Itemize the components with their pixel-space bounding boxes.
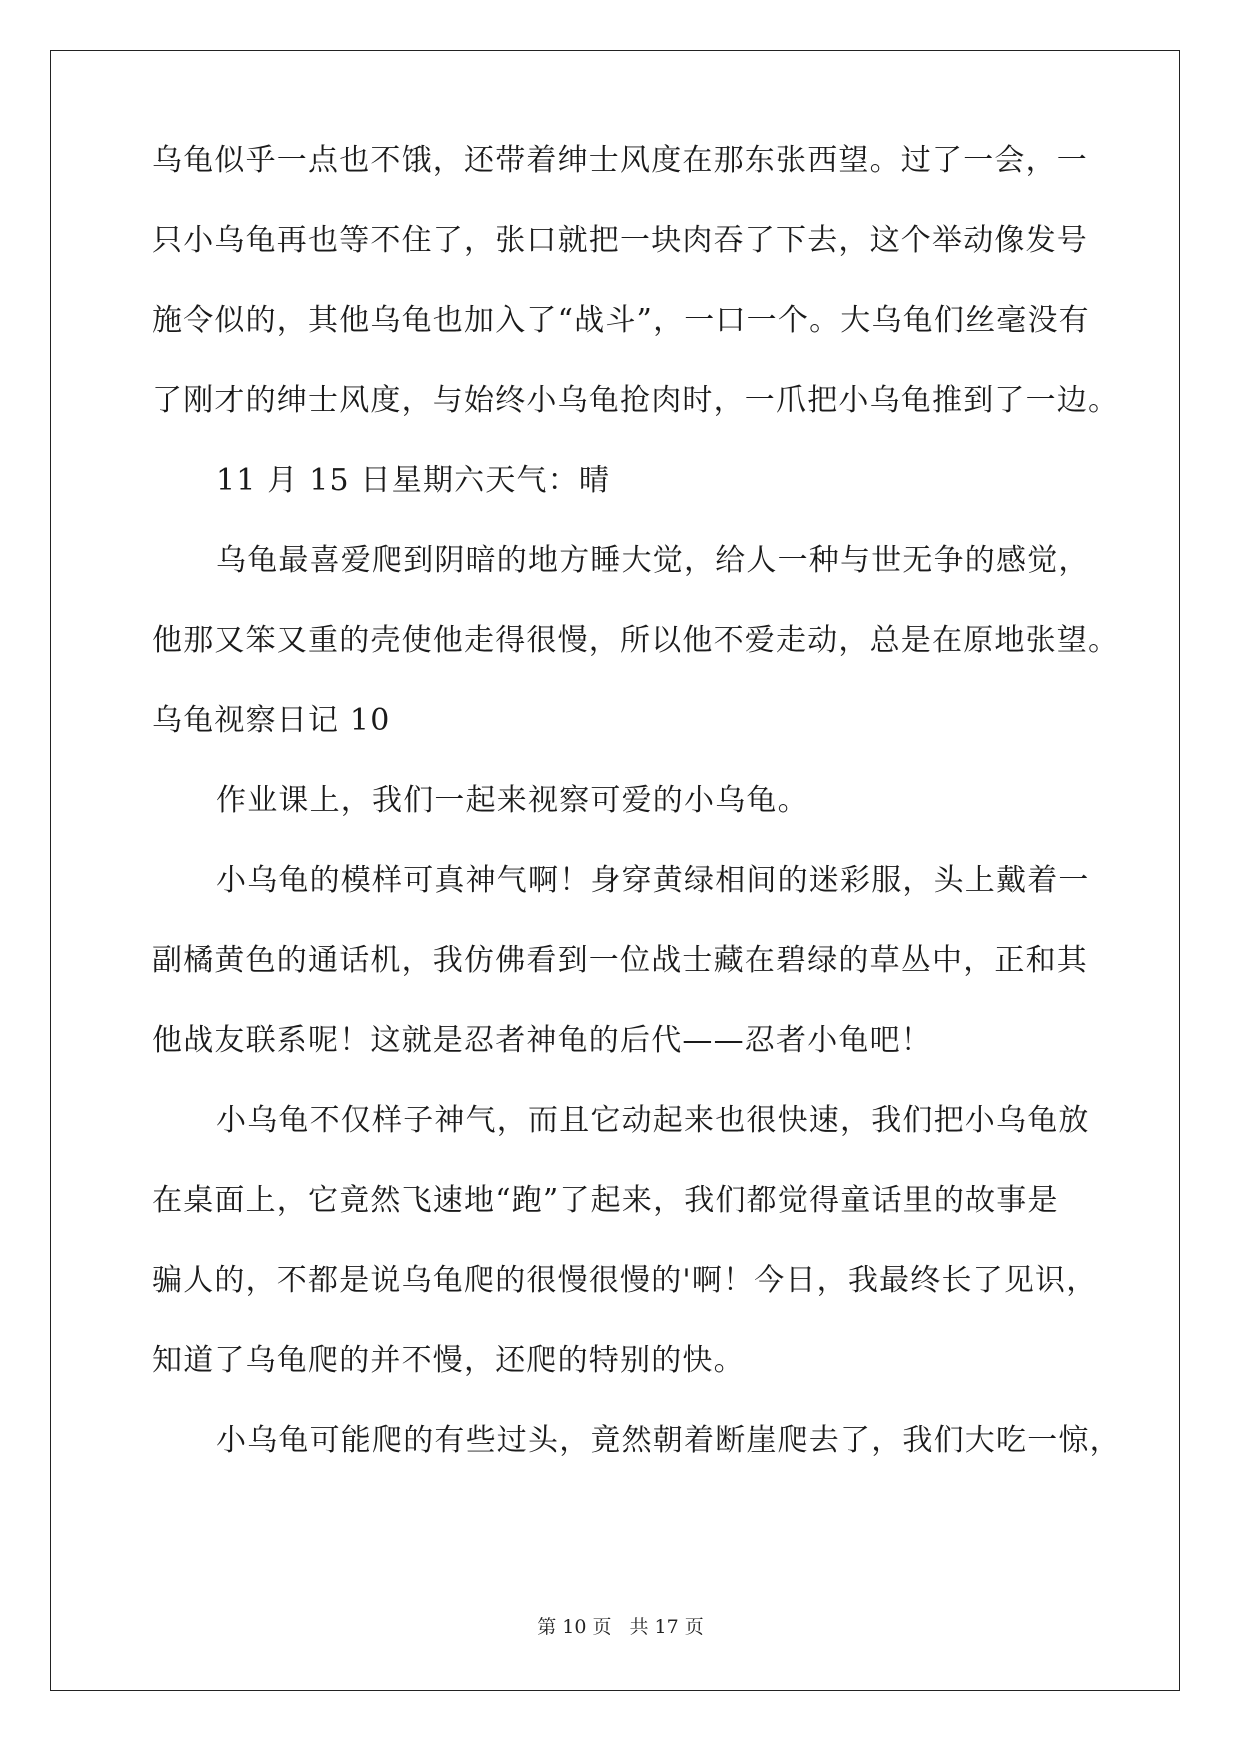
text-line: 小乌龟不仅样子神气，而且它动起来也很快速，我们把小乌龟放 [216,1103,1090,1138]
text-line: 骗人的，不都是说乌龟爬的很慢很慢的'啊！今日，我最终长了见识， [152,1263,1098,1298]
document-body [152,143,1121,1506]
text-line: 小乌龟的模样可真神气啊！身穿黄绿相间的迷彩服，头上戴着一 [216,863,1090,898]
text-line: 他那又笨又重的壳使他走得很慢，所以他不爱走动，总是在原地张望。 [152,623,1120,658]
text-line: 只小乌龟再也等不住了，张口就把一块肉吞了下去，这个举动像发号 [152,223,1088,258]
text-line: 施令似的，其他乌龟也加入了“战斗”，一口一个。大乌龟们丝毫没有 [152,303,1090,338]
total-pages-label: 共 17 页 [629,1616,704,1638]
text-line: 小乌龟可能爬的有些过头，竟然朝着断崖爬去了，我们大吃一惊， [216,1423,1121,1458]
current-page-label: 第 10 页 [537,1616,612,1638]
text-line: 乌龟似乎一点也不饿，还带着绅士风度在那东张西望。过了一会，一 [152,143,1088,178]
text-line: 他战友联系呢！这就是忍者神龟的后代——忍者小龟吧！ [152,1023,932,1058]
text-line: 了刚才的绅士风度，与始终小乌龟抢肉时，一爪把小乌龟推到了一边。 [152,383,1120,418]
text-line: 作业课上，我们一起来视察可爱的小乌龟。 [216,783,809,818]
section-title: 乌龟视察日记 10 [152,703,391,738]
date-heading: 11 月 15 日星期六天气：晴 [216,463,611,498]
text-line: 在桌面上，它竟然飞速地“跑”了起来，我们都觉得童话里的故事是 [152,1183,1059,1218]
text-line: 乌龟最喜爱爬到阴暗的地方睡大觉，给人一种与世无争的感觉， [216,543,1090,578]
page-footer [0,1612,1241,1639]
text-line: 副橘黄色的通话机，我仿佛看到一位战士藏在碧绿的草丛中，正和其 [152,943,1088,978]
text-line: 知道了乌龟爬的并不慢，还爬的特别的快。 [152,1343,745,1378]
